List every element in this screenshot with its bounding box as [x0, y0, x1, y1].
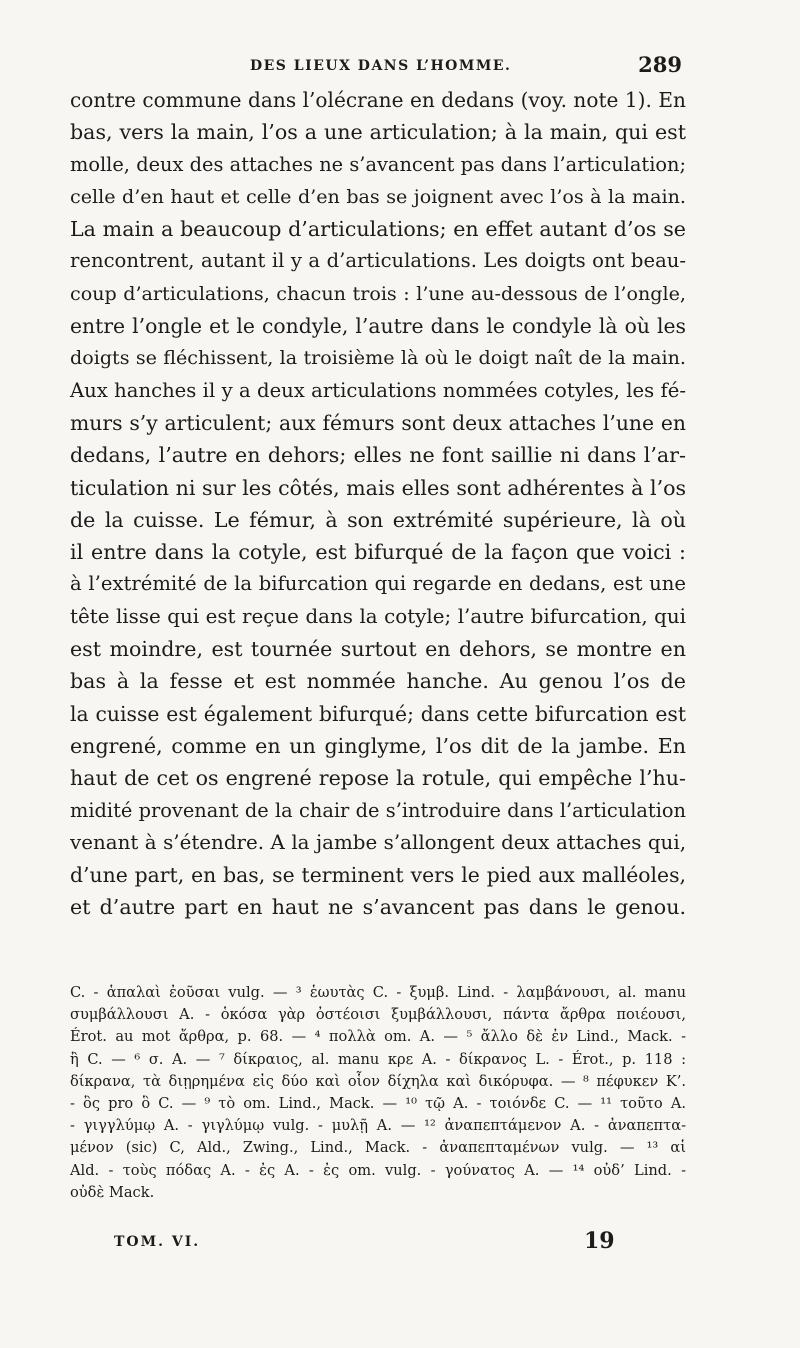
- text-line: coup d’articulations, chacun trois : l’une au-dessous de l’ongle,: [70, 281, 686, 305]
- signature-number: 19: [584, 1228, 615, 1254]
- text-line: bas à la fesse et est nommée hanche. Au genou l’os de: [70, 669, 686, 694]
- text-line: celle d’en haut et celle d’en bas se joignent avec l’os à la main.: [70, 184, 686, 208]
- page-header: [70, 52, 682, 82]
- footnote-line: ἢ C. — ⁶ σ. A. — ⁷ δίκραιος, al. manu κρε A. - δίκρανος L. - Érot., p. 118 :: [70, 1050, 686, 1068]
- page-footer: [70, 1228, 682, 1258]
- text-line: à l’extrémité de la bifurcation qui regarde en dedans, est une: [70, 572, 686, 596]
- page-number: 289: [638, 52, 682, 77]
- text-line: engrené, comme en un ginglyme, l’os dit de la jambe. En: [70, 733, 686, 758]
- text-line: Aux hanches il y a deux articulations nommées cotyles, les fé-: [70, 378, 686, 402]
- footnote-line: - γιγγλύμῳ A. - γιγλύμῳ vulg. - μυλῇ A. — ¹² ἀναπεπτάμενον A. - ἀναπεπτα-: [70, 1117, 686, 1135]
- footnote-line: οὐδὲ Mack.: [70, 1183, 155, 1201]
- text-line: et d’autre part en haut ne s’avancent pas dans le genou.: [70, 895, 686, 920]
- footnote-line: συμβάλλουσι A. - ὁκόσα γὰρ ὀστέοισι ξυμβάλλουσι, πάντα ἄρθρα ποιέουσι,: [70, 1006, 686, 1024]
- text-line: venant à s’étendre. A la jambe s’allongent deux attaches qui,: [70, 830, 686, 854]
- footnote-line: δίκρανα, τὰ διῃρημένα εἰς δύο καὶ οἷον δίχηλα καὶ δικόρυφα. — ⁸ πέφυκεν K’.: [70, 1072, 686, 1090]
- text-line: tête lisse qui est reçue dans la cotyle; l’autre bifurcation, qui: [70, 604, 686, 628]
- text-line: midité provenant de la chair de s’introduire dans l’articulation: [70, 798, 686, 822]
- text-line: La main a beaucoup d’articulations; en effet autant d’os se: [70, 217, 686, 242]
- footnote-line: C. - ἁπαλαὶ ἐοῦσαι vulg. — ³ ἑωυτὰς C. - ξυμβ. Lind. - λαμβάνουσι, al. manu: [70, 984, 686, 1001]
- text-line: d’une part, en bas, se terminent vers le pied aux malléoles,: [70, 863, 686, 888]
- footnotes: [70, 982, 686, 1204]
- text-line: doigts se fléchissent, la troisième là où le doigt naît de la main.: [70, 346, 686, 370]
- text-line: ticulation ni sur les côtés, mais elles sont adhérentes à l’os: [70, 475, 687, 500]
- footnote-line: Érot. au mot ἄρθρα, p. 68. — ⁴ πολλὰ om. A. — ⁵ ἄλλο δὲ ἐν Lind., Mack. -: [70, 1028, 686, 1046]
- running-title: DES LIEUX DANS L’HOMME.: [250, 58, 512, 74]
- text-line: haut de cet os engrené repose la rotule, qui empêche l’hu-: [70, 766, 686, 791]
- text-line: il entre dans la cotyle, est bifurqué de la façon que voici :: [70, 540, 686, 565]
- text-line: dedans, l’autre en dehors; elles ne font saillie ni dans l’ar-: [70, 443, 686, 468]
- text-line: bas, vers la main, l’os a une articulation; à la main, qui est: [70, 120, 686, 145]
- text-line: rencontrent, autant il y a d’articulations. Les doigts ont beau-: [70, 249, 686, 273]
- text-line: entre l’ongle et le condyle, l’autre dans le condyle là où les: [70, 314, 686, 339]
- text-line: molle, deux des attaches ne s’avancent pas dans l’articulation;: [70, 152, 686, 176]
- footnote-line: - ὃς pro ὃ C. — ⁹ τὸ om. Lind., Mack. — ¹⁰ τῷ A. - τοιόνδε C. — ¹¹ τοῦτο A.: [70, 1095, 686, 1113]
- text-line: contre commune dans l’olécrane en dedans (voy. note 1). En: [70, 88, 686, 112]
- volume-signature: TOM. VI.: [114, 1234, 201, 1250]
- text-line: est moindre, est tournée surtout en dehors, se montre en: [70, 637, 686, 662]
- text-line: murs s’y articulent; aux fémurs sont deux attaches l’une en: [70, 410, 686, 435]
- main-text: [70, 84, 686, 924]
- footnote-line: μένον (sic) C, Ald., Zwing., Lind., Mack. - ἀναπεπταμένων vulg. — ¹³ αἱ: [70, 1139, 686, 1157]
- footnote-line: Ald. - τοὺς πόδας A. - ἐς A. - ἐς om. vulg. - γούνατος A. — ¹⁴ οὐδ’ Lind. -: [70, 1161, 686, 1179]
- text-line: la cuisse est également bifurqué; dans cette bifurcation est: [70, 701, 686, 726]
- text-line: de la cuisse. Le fémur, à son extrémité supérieure, là où: [70, 507, 686, 532]
